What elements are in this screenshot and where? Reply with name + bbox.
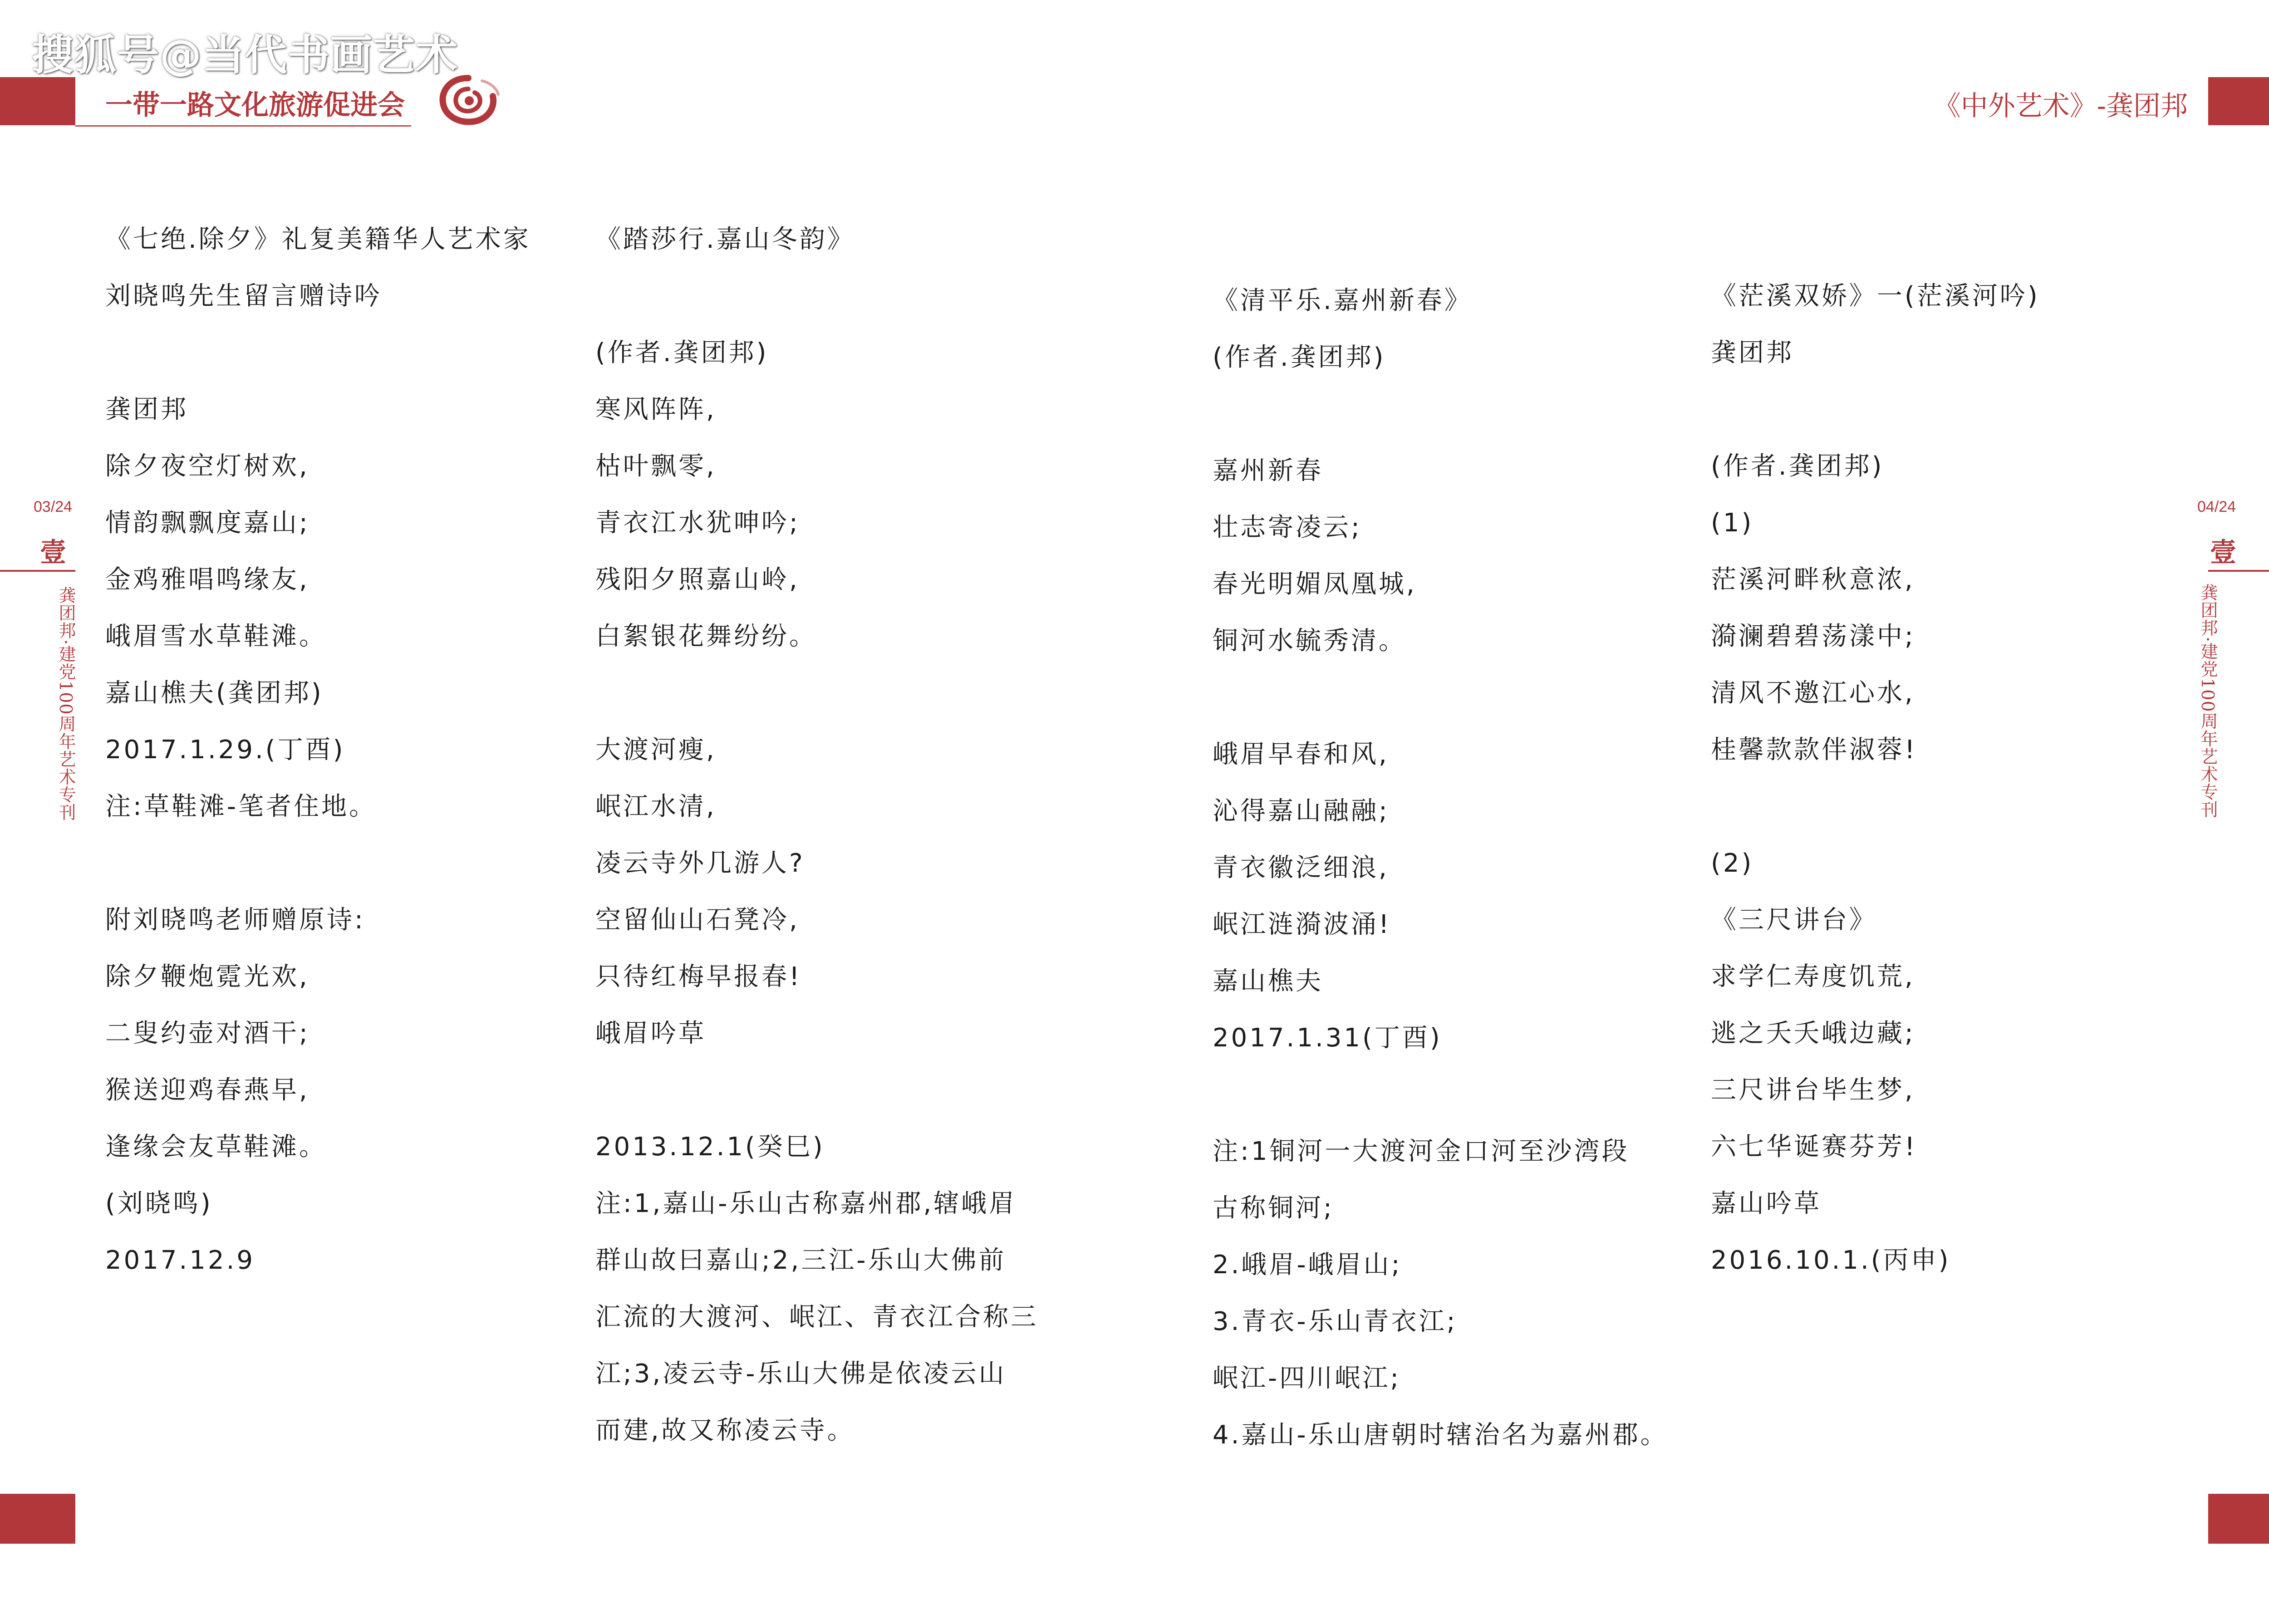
text-line: 铜河水毓秀清。 — [1213, 626, 1406, 656]
text-line: 岷江-四川岷江; — [1213, 1364, 1401, 1393]
left-chapter-mark: 壹 — [40, 537, 67, 568]
left-margin-rule — [0, 570, 75, 572]
text-line: 桂馨款款伴淑蓉! — [1711, 735, 1917, 765]
text-line: 龚团邦 — [105, 395, 188, 424]
left-page-number: 03/24 — [34, 498, 73, 515]
text-line: 寒风阵阵, — [595, 395, 717, 424]
text-line: 3.青衣-乐山青衣江; — [1213, 1307, 1458, 1336]
text-line: 2016.10.1.(丙申) — [1711, 1246, 1951, 1275]
text-line: (作者.龚团邦) — [1711, 451, 1884, 481]
text-line: 江;3,凌云寺-乐山大佛是依凌云山 — [595, 1359, 1007, 1388]
text-line — [595, 1062, 1038, 1119]
text-line: 漪澜碧碧荡漾中; — [1711, 622, 1915, 651]
text-line: 古称铜河; — [1213, 1193, 1334, 1223]
poem-column-4 — [1711, 268, 2040, 1289]
footer-left-red-block — [0, 1494, 75, 1544]
text-line: 除夕夜空灯树欢, — [105, 451, 309, 481]
text-line: 嘉山樵夫(龚团邦) — [105, 678, 324, 708]
text-line: 《三尺讲台》 — [1711, 905, 1877, 935]
text-line: 《七绝.除夕》礼复美籍华人艺术家 — [105, 225, 531, 254]
watermark: 搜狐号@当代书画艺术 — [32, 31, 459, 79]
text-line: (作者.龚团邦) — [1213, 343, 1386, 372]
text-line: 壮志寄凌云; — [1213, 513, 1362, 542]
text-line: 而建,故又称凌云寺。 — [595, 1416, 855, 1445]
text-line — [105, 835, 531, 892]
text-line: 沁得嘉山融融; — [1213, 796, 1390, 826]
text-line: 清风不邀江心水, — [1711, 678, 1915, 708]
text-line — [1711, 381, 2040, 438]
text-line: (2) — [1711, 849, 1754, 878]
text-line: 逃之夭夭峨边藏; — [1711, 1019, 1915, 1048]
poem-column-2 — [595, 211, 1038, 1459]
poem-column-3 — [1213, 272, 1668, 1463]
text-line: 群山故曰嘉山;2,三江-乐山大佛前 — [595, 1246, 1007, 1275]
organization-logo-icon — [437, 73, 500, 127]
text-line — [1213, 1066, 1668, 1123]
text-line: 逢缘会友草鞋滩。 — [105, 1132, 327, 1162]
text-line — [1213, 386, 1668, 442]
text-line: 《茫溪双娇》一(茫溪河吟) — [1711, 281, 2040, 311]
text-line: 2013.12.1(癸巳) — [595, 1132, 825, 1162]
text-line: 情韵飘飘度嘉山; — [105, 508, 310, 538]
text-line: 2017.1.29.(丁酉) — [105, 735, 345, 765]
text-line: 注:草鞋滩-笔者住地。 — [105, 792, 377, 821]
poem-column-1 — [105, 211, 531, 1289]
text-line: 嘉山吟草 — [1711, 1189, 1822, 1218]
text-line: 2017.12.9 — [105, 1246, 255, 1275]
text-line: 只待红梅早报春! — [595, 962, 802, 991]
text-line: 三尺讲台毕生梦, — [1711, 1075, 1915, 1105]
text-line: 枯叶飘零, — [595, 451, 717, 481]
text-line — [1213, 669, 1668, 726]
right-margin-rule — [2208, 570, 2269, 572]
text-line: 除夕鞭炮霓光欢, — [105, 962, 309, 991]
text-line: 青衣江水犹呻吟; — [595, 508, 800, 538]
text-line: 峨眉早春和风, — [1213, 740, 1389, 769]
text-line: 残阳夕照嘉山岭, — [595, 565, 800, 594]
text-line: 《踏莎行.嘉山冬韵》 — [595, 225, 855, 254]
text-line: 白絮银花舞纷纷。 — [595, 622, 817, 651]
text-line: (作者.龚团邦) — [595, 338, 769, 368]
footer-right-red-block — [2208, 1494, 2269, 1544]
header-right-red-block — [2208, 77, 2269, 125]
text-line: (刘晓鸣) — [105, 1189, 213, 1218]
text-line: 汇流的大渡河、岷江、青衣江合称三 — [595, 1302, 1038, 1332]
text-line: 4.嘉山-乐山唐朝时辖治名为嘉州郡。 — [1213, 1420, 1668, 1450]
text-line: 刘晓鸣先生留言赠诗吟 — [105, 281, 382, 311]
right-page-number: 04/24 — [2197, 498, 2236, 515]
text-line: (1) — [1711, 508, 1754, 538]
text-line: 空留仙山石凳冷, — [595, 905, 800, 935]
text-line: 求学仁寿度饥荒, — [1711, 962, 1915, 991]
text-line: 2017.1.31(丁酉) — [1213, 1023, 1442, 1053]
right-chapter-mark: 壹 — [2210, 537, 2237, 568]
organization-name: 一带一路文化旅游促进会 — [105, 89, 405, 121]
text-line: 注:1,嘉山-乐山古称嘉州郡,辖峨眉 — [595, 1189, 1017, 1218]
text-line: 青衣徽泛细浪, — [1213, 853, 1389, 883]
text-line — [105, 324, 531, 381]
text-line — [1711, 778, 2040, 835]
text-line: 金鸡雅唱鸣缘友, — [105, 565, 309, 594]
text-line: 峨眉吟草 — [595, 1019, 706, 1048]
text-line: 峨眉雪水草鞋滩。 — [105, 622, 327, 651]
text-line: 猴送迎鸡春燕早, — [105, 1075, 309, 1105]
text-line: 二叟约壶对酒干; — [105, 1019, 310, 1048]
left-section-title: 龚团邦·建党100周年艺术专刊 — [56, 586, 76, 821]
text-line: 大渡河瘦, — [595, 735, 717, 765]
text-line: 岷江水清, — [595, 792, 717, 821]
header-rule-left — [75, 125, 411, 127]
header-left-red-block — [0, 77, 75, 125]
text-line: 六七华诞赛芬芳! — [1711, 1132, 1917, 1162]
text-line: 龚团邦 — [1711, 338, 1794, 368]
magazine-title: 《中外艺术》-龚团邦 — [1933, 90, 2188, 122]
text-line: 茫溪河畔秋意浓, — [1711, 565, 1915, 594]
text-line: 嘉山樵夫 — [1213, 967, 1323, 996]
text-line: 春光明媚凤凰城, — [1213, 569, 1417, 599]
text-line: 嘉州新春 — [1213, 456, 1323, 486]
text-line: 岷江涟漪波涌! — [1213, 910, 1391, 939]
text-line: 《清平乐.嘉州新春》 — [1213, 286, 1472, 315]
text-line — [595, 665, 1038, 721]
text-line: 凌云寺外几游人? — [595, 849, 805, 878]
text-line: 2.峨眉-峨眉山; — [1213, 1250, 1402, 1280]
text-line: 附刘晓鸣老师赠原诗: — [105, 905, 365, 935]
text-line: 注:1铜河一大渡河金口河至沙湾段 — [1213, 1137, 1630, 1166]
text-line — [595, 268, 1038, 324]
right-section-title: 龚团邦·建党100周年艺术专刊 — [2198, 584, 2218, 819]
